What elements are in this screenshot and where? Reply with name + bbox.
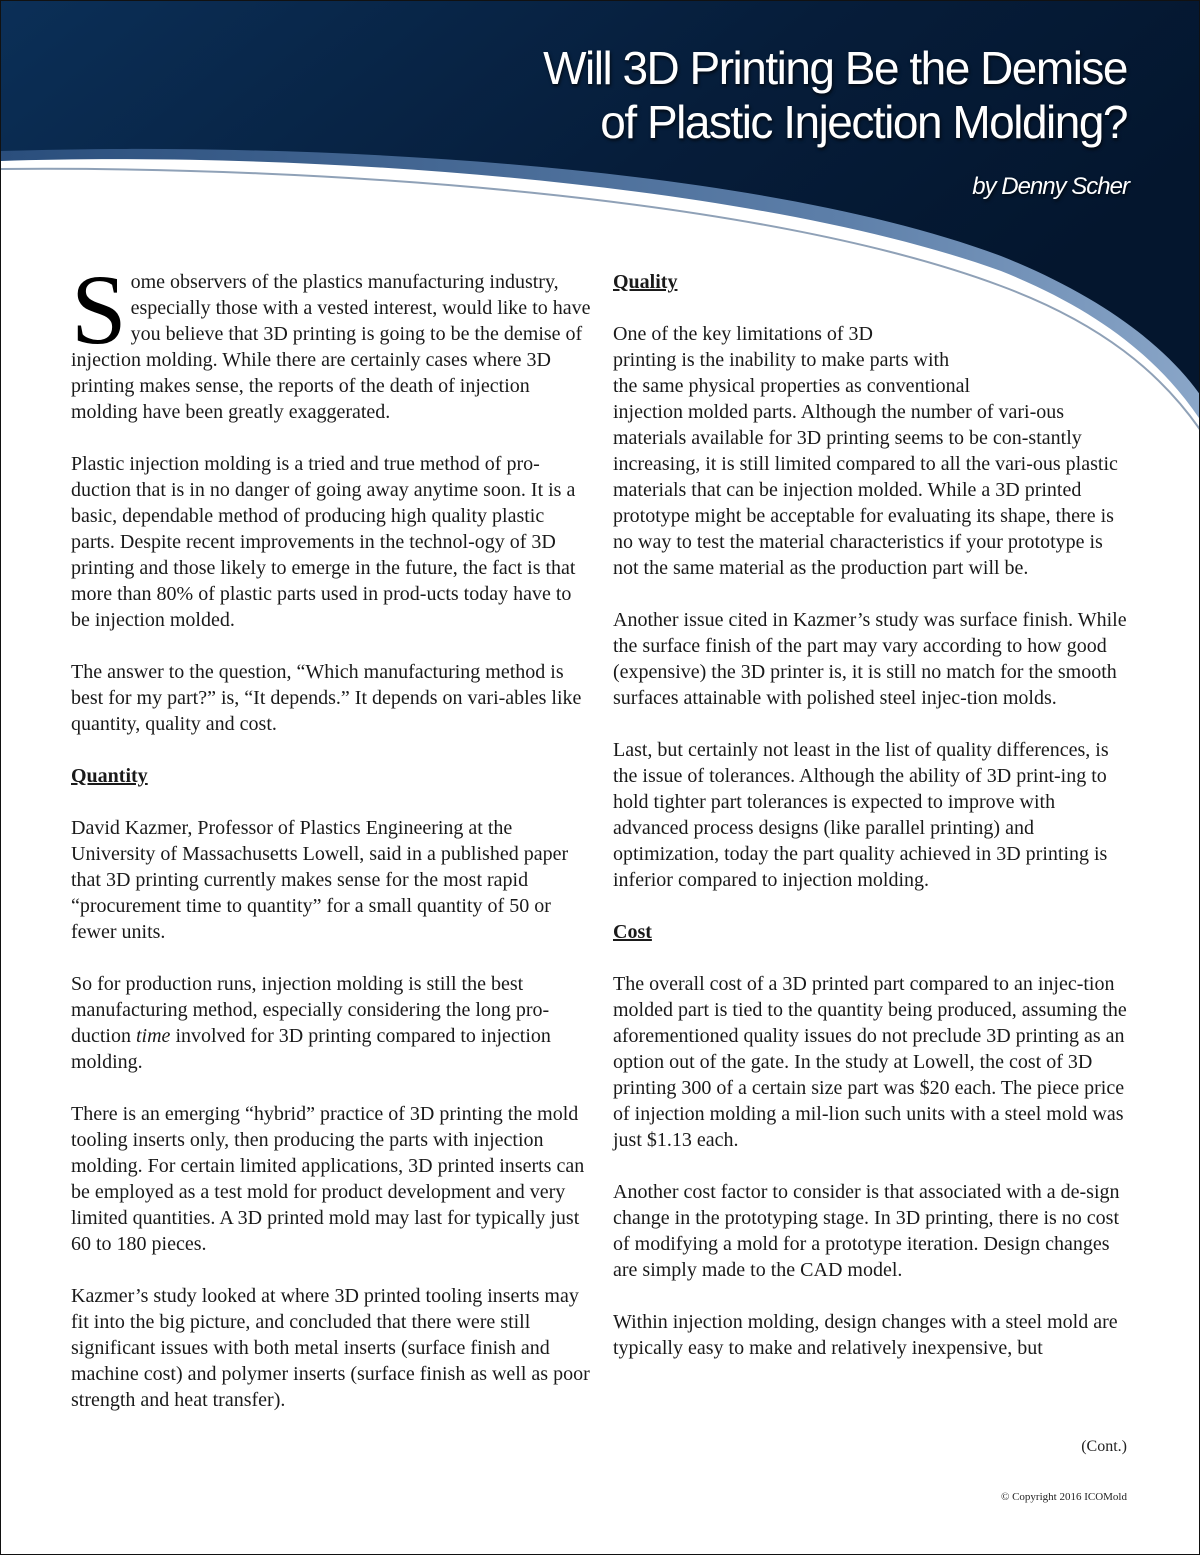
text-line: One of the key limitations of 3D [613, 323, 873, 345]
paragraph [613, 321, 1131, 581]
continued-marker: (Cont.) [1081, 1438, 1127, 1455]
author-byline: by Denny Scher [972, 173, 1129, 200]
paragraph: The answer to the question, “Which manufacturing method is best for my part?” is, “It depends.” It depends on vari-ables like quantity, quality and cost. [71, 661, 582, 735]
paragraph: Another cost factor to consider is that associated with a de-sign change in the prototyping stage. In 3D printing, there is no cost of modifying a mold for a prototype iteration. Design changes are simply made to the CAD model. [613, 1181, 1120, 1281]
title-line-1: Will 3D Printing Be the Demise [543, 42, 1127, 94]
intro-text: ome observers of the plastics manufacturing industry, especially those with a vested interest, would like to have you believe that 3D printing is going to be the demise of injection molding. While there are certainly cases where 3D printing makes sense, the reports of the death of injection molding have been greatly exaggerated. [71, 271, 591, 423]
title-line-2: of Plastic Injection Molding? [600, 96, 1127, 148]
paragraph [71, 971, 591, 1075]
paragraph: Plastic injection molding is a tried and true method of pro-duction that is in no danger of going away anytime soon. It is a basic, dependable method of producing high quality plastic parts. Despite recent improvements in the technol-ogy of 3D printing and those likely to emerge in the future, the fact is that more than 80% of plastic parts used in prod-ucts today have to be injection molded. [71, 453, 576, 631]
paragraph: The overall cost of a 3D printed part compared to an injec-tion molded part is tied to the quantity being produced, assuming the aforementioned quality issues do not preclude 3D printing as an option out of the gate. In the study at Lowell, the cost of 3D printing 300 of a certain size part was $20 each. The piece price of injection molding a mil-lion such units with a steel mold was just $1.13 each. [613, 973, 1127, 1151]
article-title [327, 41, 1127, 149]
paragraph-text: involved for 3D printing compared to injection molding. [71, 1025, 551, 1073]
intro-paragraph [71, 254, 591, 425]
quality-heading: Quality [613, 271, 678, 293]
paragraph: Last, but certainly not least in the list of quality differences, is the issue of tolerances. Although the ability of 3D print-ing to hold tighter part tolerances is expected to improve with advanced process designs (like parallel printing) and optimization, today the part quality achieved in 3D printing is inferior compared to injection molding. [613, 739, 1109, 891]
drop-cap: S [71, 254, 127, 365]
text-line: the same physical properties as conventional [613, 375, 971, 397]
paragraph: There is an emerging “hybrid” practice of 3D printing the mold tooling inserts only, then producing the parts with injection molding. For certain limited applications, 3D printed inserts can be employed as a test mold for product development and very limited quantities. A 3D printed mold may last for typically just 60 to 180 pieces. [71, 1103, 585, 1255]
cost-heading: Cost [613, 921, 652, 943]
paragraph: Kazmer’s study looked at where 3D printed tooling inserts may fit into the big picture, and concluded that there were still significant issues with both metal inserts (surface finish and machine cost) and polymer inserts (surface finish as well as poor strength and heat transfer). [71, 1285, 590, 1411]
paragraph-text: injection molded parts. Although the number of vari-ous materials available for 3D printing seems to be con-stantly increasing, it is still limited compared to all the vari-ous plastic materials that can be injection molded. While a 3D printed prototype might be acceptable for evaluating its shape, there is no way to test the material characteristics if your prototype is not the same material as the production part will be. [613, 401, 1118, 579]
emphasis-text: time [136, 1025, 171, 1047]
paragraph: Within injection molding, design changes with a steel mold are typically easy to make and relatively inexpensive, but [613, 1311, 1118, 1359]
left-column [71, 254, 591, 1439]
paragraph: David Kazmer, Professor of Plastics Engineering at the University of Massachusetts Lowell, said in a published paper that 3D printing currently makes sense for the most rapid “procurement time to quantity” for a small quantity of 50 or fewer units. [71, 817, 569, 943]
right-column [613, 269, 1131, 1387]
paragraph: Another issue cited in Kazmer’s study was surface finish. While the surface finish of the part may vary according to how good (expensive) the 3D printer is, it is still no match for the smooth surfaces attainable with polished steel injec-tion molds. [613, 609, 1127, 709]
paragraph-text: So for production runs, injection molding is still the best manufacturing method, especially considering the long pro-duction [71, 973, 550, 1047]
quantity-heading: Quantity [71, 765, 148, 787]
text-line: printing is the inability to make parts with [613, 349, 950, 371]
copyright-notice: © Copyright 2016 ICOMold [1000, 1491, 1127, 1503]
